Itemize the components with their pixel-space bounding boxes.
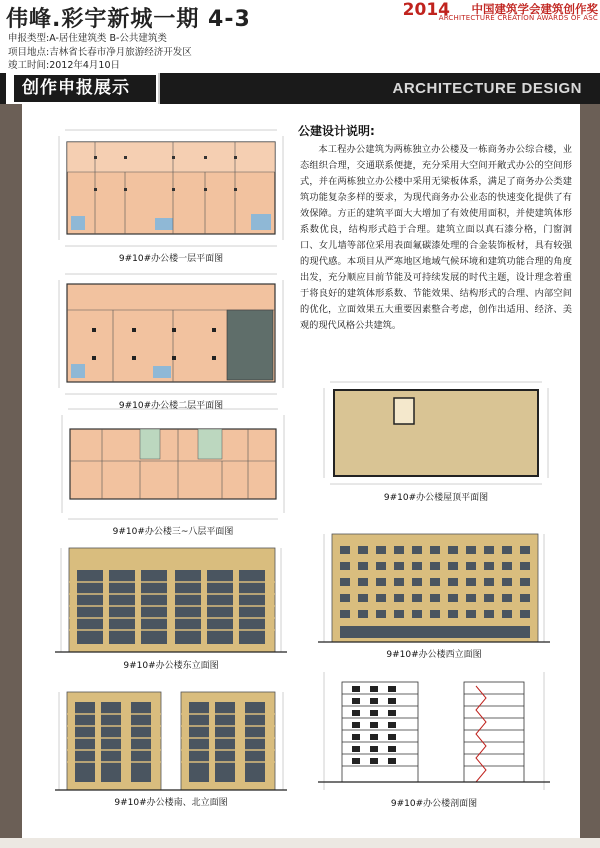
caption-roof-plan: 9#10#办公楼屋顶平面图 [383,493,489,503]
caption-plan-1f: 9#10#办公楼一层平面图 [118,254,224,264]
caption-west-elevation: 9#10#办公楼西立面图 [386,650,482,660]
category-text: 申报类型:A-居住建筑类 B-公共建筑类 [8,33,167,44]
award-name-cn: 中国建筑学会建筑创作奖 [471,2,598,16]
plan-3-8f-drawing [58,405,288,523]
west-elevation-drawing [318,528,550,646]
description-title: 公建设计说明: [298,124,375,138]
south-north-elevation-drawing [55,684,287,794]
left-frame [0,104,22,848]
location-text: 项目地点:吉林省长春市净月旅游经济开发区 [8,47,192,58]
bottom-strip [0,838,600,848]
east-elevation-drawing [55,540,287,656]
description-body: 本工程办公建筑为两栋独立办公楼及一栋商务办公综合楼，业态组织合理，交通联系便捷，充分采用大空间开敞式办公的空间形式，并在两栋独立办公楼中采用无梁板体系，满足了商务办公类建筑功能复杂多样的要求，为现代商务办公业态的快速变化提供了有效保障。方正的建筑平面大大增加了有效使用面积，并使建筑体形系数优良，结构形式趋于合理。建筑立面以真石漆分格，门窗洞口、女儿墙等部位采用表面氟碳漆处理的合金装饰板材，具有较强的现代感。本项目从严寒地区地域气候环境和建筑功能合理的角度出发，充分顺应目前节能及可持续发展的时代主题，设计理念着重于将良好的建筑体形系数、节能效果、结构形式的合理、内部空间的优化，立面效果五大重要因素整合考虑，创作出适用、经济、美观的现代风格公共建筑。 [300,144,572,331]
award-name-en: ARCHITECTURE CREATION AWARDS OF ASC [438,14,598,22]
caption-plan-3-8f: 9#10#办公楼三~八层平面图 [112,527,234,537]
banner-english-label: ARCHITECTURE DESIGN [392,80,582,97]
right-frame [580,104,600,848]
completion-text: 竣工时间:2012年4月10日 [8,60,121,71]
section-banner [0,73,600,104]
caption-east-elevation: 9#10#办公楼东立面图 [123,661,219,671]
caption-plan-2f: 9#10#办公楼二层平面图 [118,401,224,411]
section-drawing [318,668,550,794]
caption-section: 9#10#办公楼剖面图 [390,799,478,809]
banner-tab-label: 创作申报展示 [14,75,156,102]
project-title: 伟峰.彩宇新城一期 4-3 [6,7,251,32]
plan-1f-drawing [55,126,287,250]
plan-2f-drawing [55,270,287,398]
banner-tab [6,73,160,104]
caption-south-north-elevation: 9#10#办公楼南、北立面图 [114,798,228,808]
award-year: 2014 [402,0,450,20]
roof-plan-drawing [320,378,552,488]
